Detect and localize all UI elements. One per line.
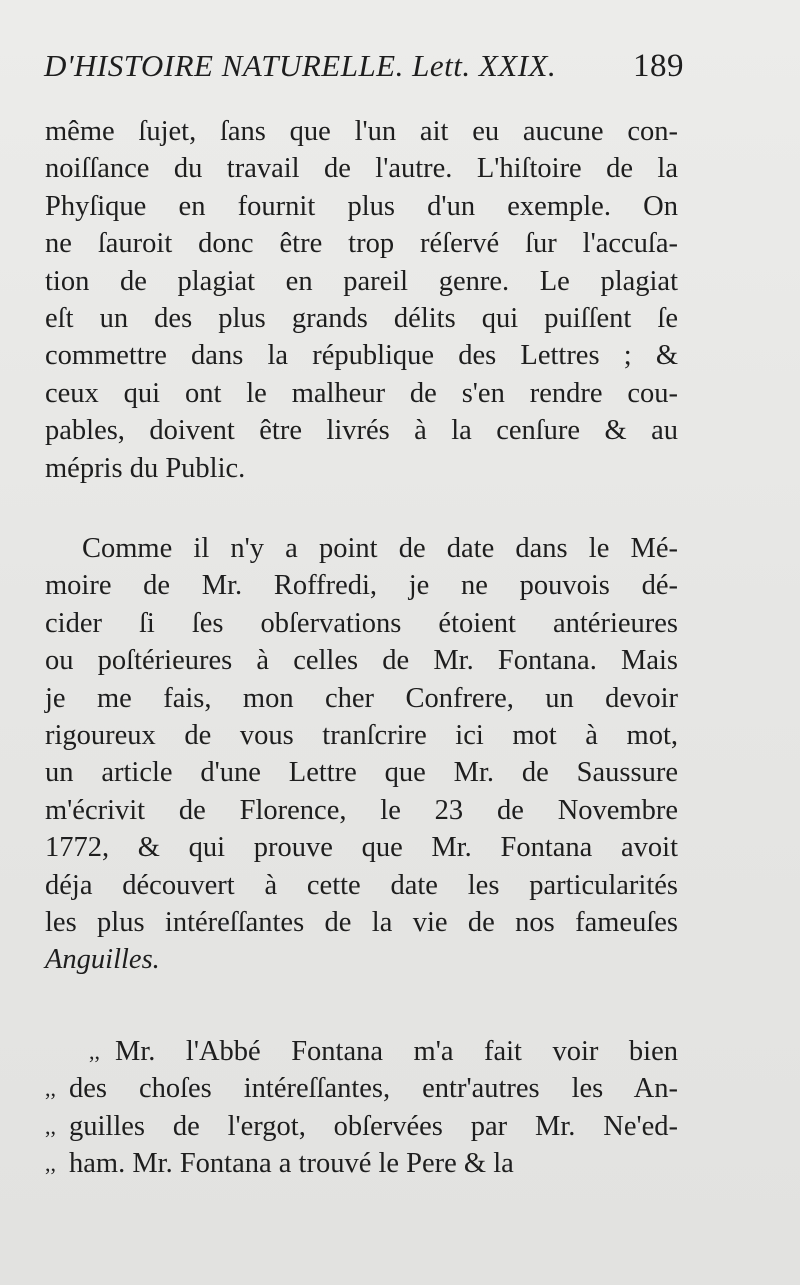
text-line: mépris du Public. — [45, 452, 246, 484]
text-line: ou poſtérieures à celles de Mr. Fontana. Mais — [45, 645, 678, 677]
text-line: déja découvert à cette date les particularités — [45, 869, 678, 901]
quote-mark: ,, — [45, 1113, 56, 1139]
text-line — [45, 1108, 678, 1145]
text-line: moire de Mr. Roffredi, je ne pouvois dé- — [45, 570, 678, 602]
quote-mark: ,, — [45, 1076, 56, 1102]
text-line: ceux qui ont le malheur de s'en rendre cou- — [45, 377, 678, 409]
text-line — [45, 1033, 678, 1070]
paragraph-3-quotation — [45, 1033, 678, 1183]
text-line: pables, doivent être livrés à la cenſure & au — [45, 415, 678, 447]
text-line — [45, 1145, 678, 1182]
text-line: même ſujet, ſans que l'un ait eu aucune con- — [45, 116, 678, 147]
line-text: guilles de l'ergot, obſervées par Mr. Ne'ed- — [69, 1110, 678, 1142]
text-line: un article d'une Lettre que Mr. de Saussure — [45, 757, 678, 789]
text-line: rigoureux de vous tranſcrire ici mot à mot, — [45, 720, 678, 752]
line-text: des choſes intéreſſantes, entr'autres les An- — [69, 1073, 678, 1105]
text-line: je me fais, mon cher Confrere, un devoir — [45, 682, 678, 714]
text-line: les plus intéreſſantes de la vie de nos fameuſes — [45, 907, 678, 939]
text-line: 1772, & qui prouve que Mr. Fontana avoit — [45, 832, 678, 864]
text-line: tion de plagiat en pareil genre. Le plagiat — [45, 265, 678, 297]
text-line: Comme il n'y a point de date dans le Mé- — [82, 533, 678, 564]
quote-mark: ,, — [45, 1151, 56, 1177]
text-line: Phyſique en fournit plus d'un exemple. On — [45, 190, 678, 222]
text-line: Anguilles. — [45, 944, 160, 976]
text-line: eſt un des plus grands délits qui puiſſent ſe — [45, 303, 678, 335]
running-header — [44, 48, 684, 92]
text-line: cider ſi ſes obſervations étoient antérieures — [45, 607, 678, 639]
paragraph-2 — [45, 530, 678, 979]
running-title: D'HISTOIRE NATURELLE. Lett. XXIX. — [44, 48, 557, 83]
line-text: ham. Mr. Fontana a trouvé le Pere & la — [69, 1148, 514, 1180]
paragraph-1 — [45, 113, 678, 487]
text-line: commettre dans la république des Lettres ; & — [45, 340, 678, 372]
text-line — [45, 1070, 678, 1107]
text-line: noiſſance du travail de l'autre. L'hiſtoire de la — [45, 153, 678, 185]
line-text: Mr. l'Abbé Fontana m'a fait voir bien — [115, 1036, 678, 1067]
text-line: ne ſauroit donc être trop réſervé ſur l'accuſa- — [45, 228, 678, 260]
page-number: 189 — [633, 48, 684, 84]
text-line: m'écrivit de Florence, le 23 de Novembre — [45, 794, 678, 826]
quote-mark: ,, — [89, 1039, 100, 1064]
